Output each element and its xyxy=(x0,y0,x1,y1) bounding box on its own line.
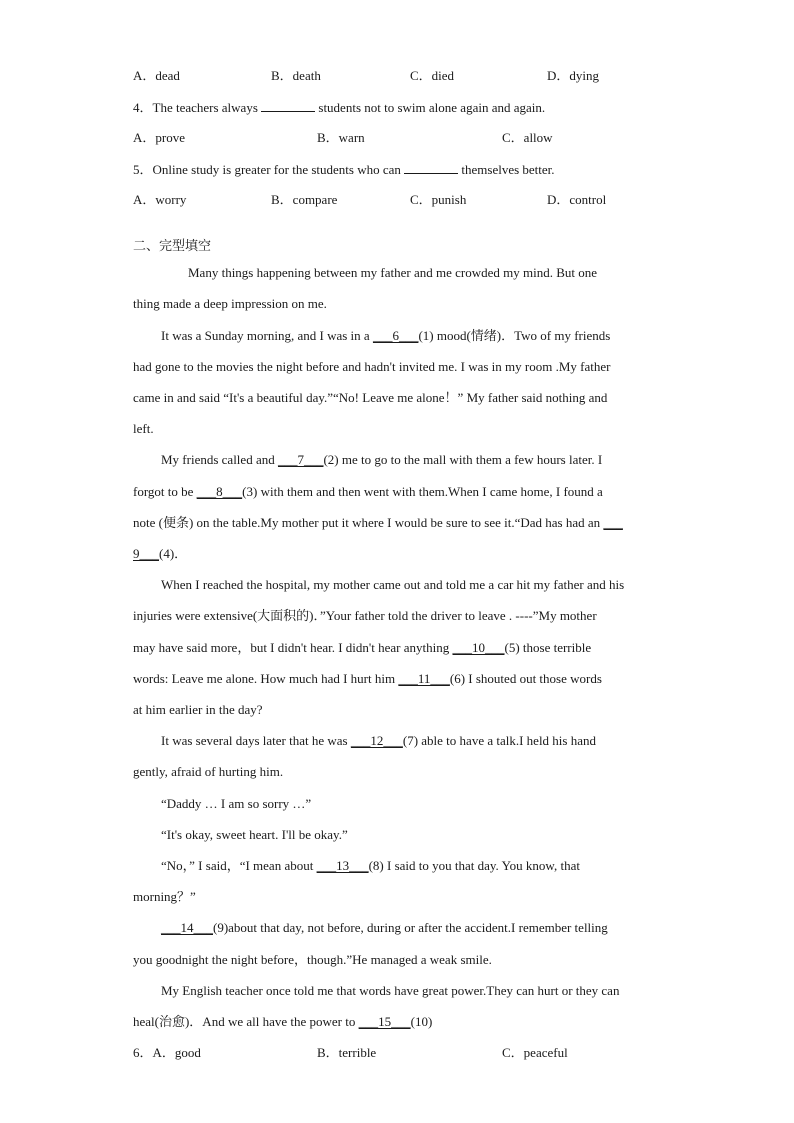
passage-line: left. xyxy=(133,421,154,436)
passage-line: injuries were extensive(大面积的)．”Your father told the driver to leave . ----”My mother xyxy=(133,608,597,623)
blank-8[interactable]: ___13___ xyxy=(316,858,369,873)
q5-stem xyxy=(133,161,663,178)
q5-text-after: themselves better. xyxy=(458,162,555,177)
passage-text: “No，” I said，“I mean about xyxy=(161,858,317,873)
blank-3[interactable]: ___8___ xyxy=(196,484,243,499)
passage-text: (6) I shouted out those words xyxy=(449,671,602,686)
blank-4-end[interactable]: 9___ xyxy=(133,546,159,561)
blank-1[interactable]: ___6___ xyxy=(372,328,419,343)
passage-text: (7) able to have a talk.I held his hand xyxy=(402,733,597,748)
passage-text: forgot to be xyxy=(133,484,197,499)
blank-7[interactable]: ___12___ xyxy=(350,733,403,748)
passage-line xyxy=(133,671,663,687)
q6-option-b: B．terrible xyxy=(317,1045,377,1060)
passage-text: (1) mood(情绪)．Two of my friends xyxy=(418,328,611,343)
passage-line: “Daddy … I am so sorry …” xyxy=(161,796,312,811)
passage-text: (3) with them and then went with them.When I came home, I found a xyxy=(242,484,603,499)
passage-line: came in and said “It's a beautiful day.”“No! Leave me alone！” My father said nothing and xyxy=(133,390,608,405)
passage-text: heal(治愈)．And we all have the power to xyxy=(133,1014,359,1029)
q3-option-d: D．dying xyxy=(547,68,600,83)
q6-option-a: 6．A．good xyxy=(133,1045,201,1060)
passage-line: “It's okay, sweet heart. I'll be okay.” xyxy=(161,827,348,842)
passage-text: My friends called and xyxy=(161,452,278,467)
passage-line xyxy=(133,640,663,656)
passage-text: (10) xyxy=(410,1014,433,1029)
passage-line xyxy=(133,484,663,500)
passage-text: note (便条) on the table.My mother put it where I would be sure to see it.“Dad has had an xyxy=(133,515,604,530)
passage-line: gently, afraid of hurting him. xyxy=(133,764,284,779)
passage-line xyxy=(161,733,691,749)
passage-line: you goodnight the night before，though.”He managed a weak smile. xyxy=(133,952,492,967)
section-title: 二、完型填空 xyxy=(133,239,212,254)
passage-line: morning？” xyxy=(133,889,196,904)
q5-option-b: B．compare xyxy=(271,192,338,207)
q4-blank[interactable] xyxy=(261,99,315,112)
blank-4-start[interactable]: ___ xyxy=(603,515,623,530)
blank-2[interactable]: ___7___ xyxy=(277,452,324,467)
q5-blank[interactable] xyxy=(404,161,458,174)
passage-line xyxy=(133,1014,663,1030)
passage-line xyxy=(133,515,663,531)
passage-text: (5) those terrible xyxy=(504,640,592,655)
passage-line xyxy=(161,858,691,874)
passage-line xyxy=(161,920,691,936)
passage-text: words: Leave me alone. How much had I hurt him xyxy=(133,671,399,686)
passage-line: When I reached the hospital, my mother came out and told me a car hit my father and his xyxy=(161,577,625,592)
q5-option-d: D．control xyxy=(547,192,607,207)
q4-stem xyxy=(133,99,663,116)
passage-text: may have said more，but I didn't hear. I didn't hear anything xyxy=(133,640,453,655)
q3-option-c: C．died xyxy=(410,68,455,83)
passage-line xyxy=(161,328,691,344)
q5-options xyxy=(133,192,663,208)
passage-line: My English teacher once told me that words have great power.They can hurt or they can xyxy=(161,983,620,998)
q5-option-a: A．worry xyxy=(133,192,187,207)
blank-10[interactable]: ___15___ xyxy=(358,1014,411,1029)
q4-option-c: C．allow xyxy=(502,130,553,145)
q5-text-before: 5．Online study is greater for the students who can xyxy=(133,162,405,177)
q4-text-before: 4．The teachers always xyxy=(133,100,262,115)
passage-text: It was a Sunday morning, and I was in a xyxy=(161,328,373,343)
q4-options xyxy=(133,130,663,146)
passage-line xyxy=(161,452,691,468)
passage-line: had gone to the movies the night before and hadn't invited me. I was in my room .My father xyxy=(133,359,611,374)
q4-option-b: B．warn xyxy=(317,130,365,145)
q6-option-c: C．peaceful xyxy=(502,1045,568,1060)
blank-5[interactable]: ___10___ xyxy=(452,640,505,655)
q4-option-a: A．prove xyxy=(133,130,185,145)
passage-text: (9)about that day, not before, during or after the accident.I remember telling xyxy=(213,920,608,935)
passage-line: at him earlier in the day? xyxy=(133,702,263,717)
q4-text-after: students not to swim alone again and again. xyxy=(315,100,546,115)
q3-option-b: B．death xyxy=(271,68,321,83)
blank-6[interactable]: ___11___ xyxy=(398,671,450,686)
passage-line xyxy=(133,546,663,562)
blank-9[interactable]: ___14___ xyxy=(161,920,213,935)
q6-options xyxy=(133,1045,663,1061)
passage-line: Many things happening between my father and me crowded my mind. But one xyxy=(188,265,598,280)
passage-text: (4)． xyxy=(159,546,188,561)
q3-option-a: A．dead xyxy=(133,68,180,83)
passage-text: It was several days later that he was xyxy=(161,733,351,748)
passage-line: thing made a deep impression on me. xyxy=(133,296,327,311)
q3-options xyxy=(133,68,663,84)
passage-text: (2) me to go to the mall with them a few hours later. I xyxy=(323,452,603,467)
passage-text: (8) I said to you that day. You know, that xyxy=(368,858,580,873)
q5-option-c: C．punish xyxy=(410,192,467,207)
